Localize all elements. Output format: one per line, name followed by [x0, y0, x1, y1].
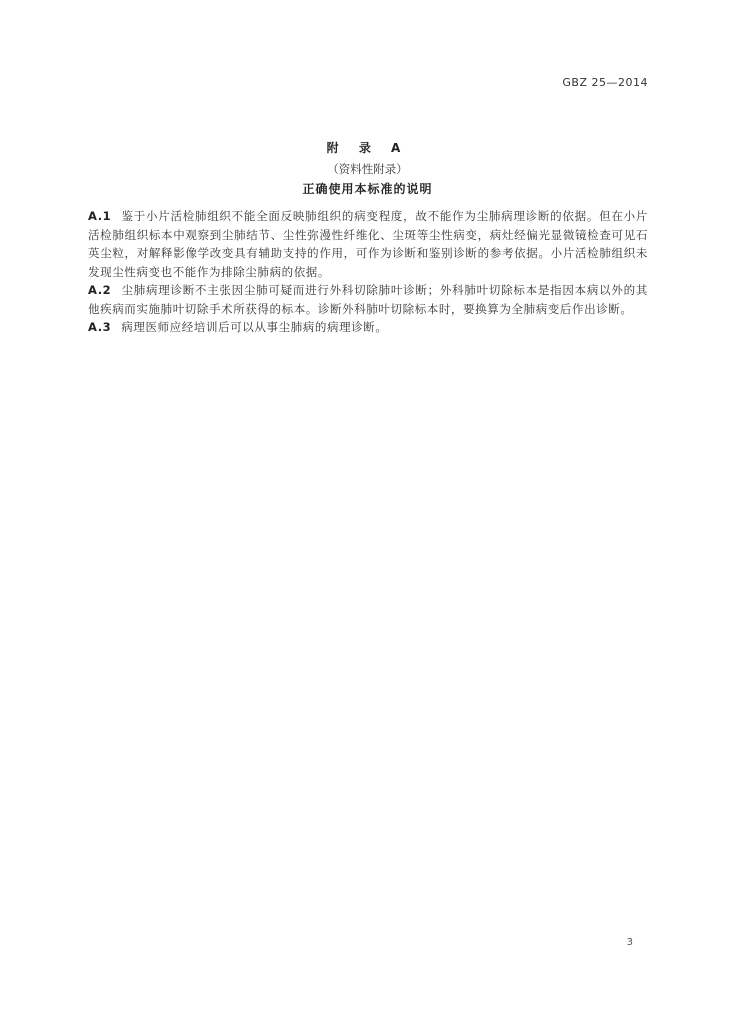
- appendix-type: （资料性附录）: [327, 162, 408, 176]
- clause-a2: [88, 281, 648, 318]
- clause-a3: [88, 318, 648, 337]
- clause-number: A.2: [88, 283, 112, 297]
- clause-text: 病理医师应经培训后可以从事尘肺病的病理诊断。: [121, 320, 388, 334]
- page-number: 3: [626, 937, 633, 948]
- clause-number: A.1: [88, 209, 112, 223]
- appendix-title: 附 录 A: [326, 141, 409, 155]
- clause-a1: [88, 207, 648, 281]
- clause-list: [88, 207, 648, 337]
- appendix-heading: 正确使用本标准的说明: [302, 182, 433, 196]
- appendix-header: [0, 139, 735, 198]
- clause-text: 尘肺病理诊断不主张因尘肺可疑而进行外科切除肺叶诊断；外科肺叶切除标本是指因本病以外的其他疾病而实施肺叶切除手术所获得的标本。诊断外科肺叶切除标本时，要换算为全肺病变后作出诊断。: [88, 283, 648, 316]
- clause-number: A.3: [88, 320, 112, 334]
- clause-text: 鉴于小片活检肺组织不能全面反映肺组织的病变程度，故不能作为尘肺病理诊断的依据。但在小片活检肺组织标本中观察到尘肺结节、尘性弥漫性纤维化、尘斑等尘性病变，病灶经偏光显微镜检查可见石英尘粒，对解释影像学改变具有辅助支持的作用，可作为诊断和鉴别诊断的参考依据。小片活检肺组织未发现尘性病变也不能作为排除尘肺病的依据。: [88, 209, 648, 279]
- document-code: GBZ 25—2014: [562, 76, 648, 89]
